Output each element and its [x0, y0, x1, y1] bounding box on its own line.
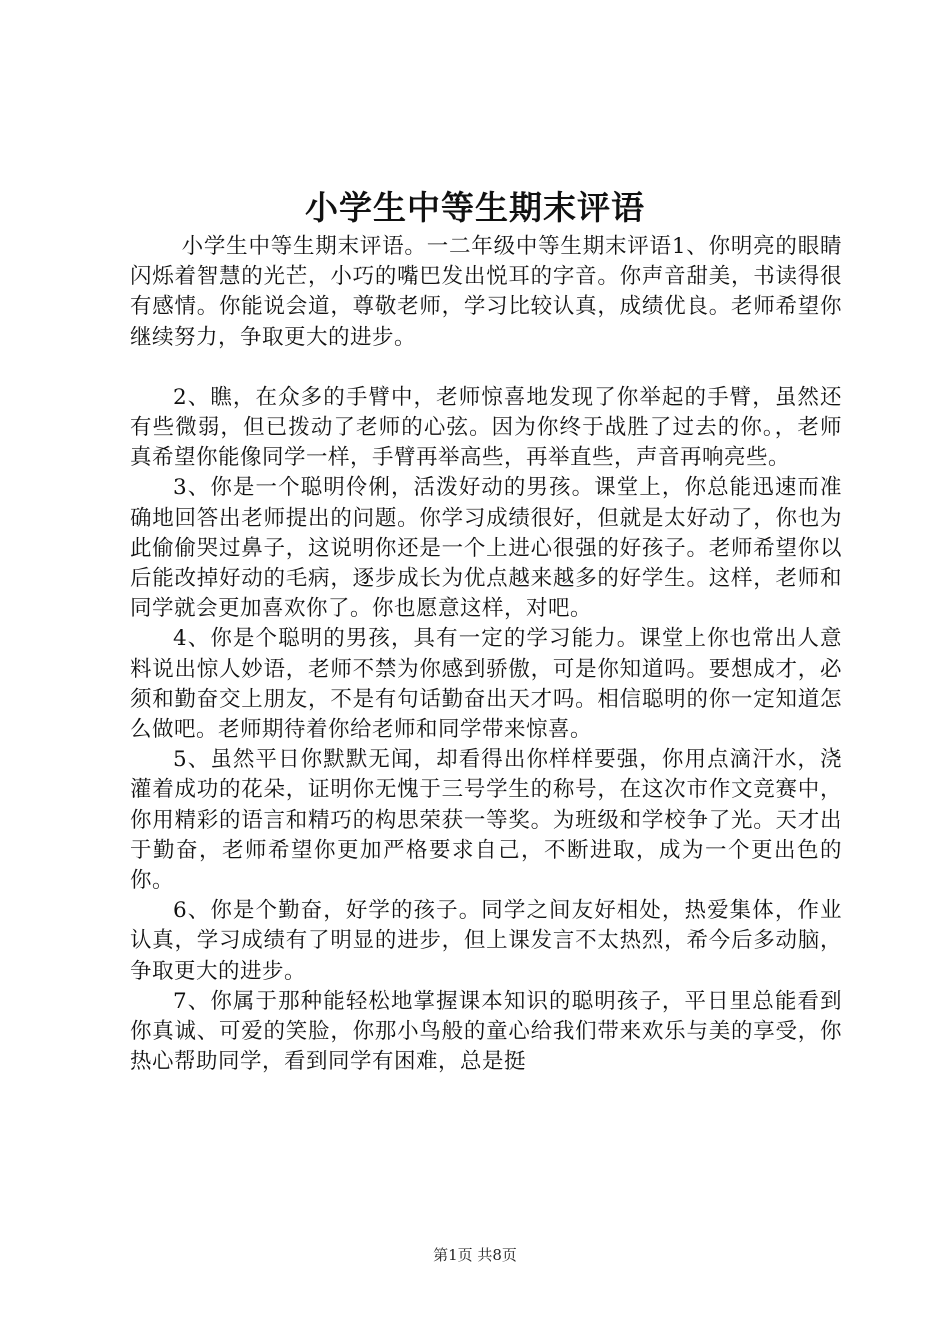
document-body — [130, 232, 842, 1077]
paragraph-5: 5、虽然平日你默默无闻，却看得出你样样要强，你用点滴汗水，浇灌着成功的花朵，证明你无愧于三号学生的称号，在这次市作文竞赛中，你用精彩的语言和精巧的构思荣获一等奖。为班级和学校争了光。天才出于勤奋，老师希望你更加严格要求自己，不断进取，成为一个更出色的你。 — [130, 747, 842, 894]
paragraph-4: 4、你是个聪明的男孩，具有一定的学习能力。课堂上你也常出人意料说出惊人妙语，老师不禁为你感到骄傲，可是你知道吗。要想成才，必须和勤奋交上朋友，不是有句话勤奋出天才吗。相信聪明的你一定知道怎么做吧。老师期待着你给老师和同学带来惊喜。 — [130, 626, 842, 743]
paragraph-3: 3、你是一个聪明伶俐，活泼好动的男孩。课堂上，你总能迅速而准确地回答出老师提出的问题。你学习成绩很好，但就是太好动了，你也为此偷偷哭过鼻子，这说明你还是一个上进心很强的好孩子。老师希望你以后能改掉好动的毛病，逐步成长为优点越来越多的好学生。这样，老师和同学就会更加喜欢你了。你也愿意这样，对吧。 — [130, 475, 842, 622]
paragraph-7: 7、你属于那种能轻松地掌握课本知识的聪明孩子，平日里总能看到你真诚、可爱的笑脸，你那小鸟般的童心给我们带来欢乐与美的享受，你热心帮助同学，看到同学有困难，总是挺 — [130, 988, 842, 1075]
document-title: 小学生中等生期末评语 — [305, 188, 645, 227]
paragraph-6: 6、你是个勤奋，好学的孩子。同学之间友好相处，热爱集体，作业认真，学习成绩有了明显的进步，但上课发言不太热烈，希今后多动脑，争取更大的进步。 — [130, 898, 842, 984]
paragraph-2: 2、瞧，在众多的手臂中，老师惊喜地发现了你举起的手臂，虽然还有些微弱，但已拨动了老师的心弦。因为你终于战胜了过去的你。，老师真希望你能像同学一样，手臂再举高些，再举直些，声音再响亮些。 — [130, 384, 842, 471]
page-number-footer: 第1页 共8页 — [433, 1246, 517, 1264]
paragraph-intro: 小学生中等生期末评语。一二年级中等生期末评语1、你明亮的眼睛闪烁着智慧的光芒，小巧的嘴巴发出悦耳的字音。你声音甜美，书读得很有感情。你能说会道，尊敬老师，学习比较认真，成绩优良。老师希望你继续努力，争取更大的进步。 — [130, 234, 842, 350]
